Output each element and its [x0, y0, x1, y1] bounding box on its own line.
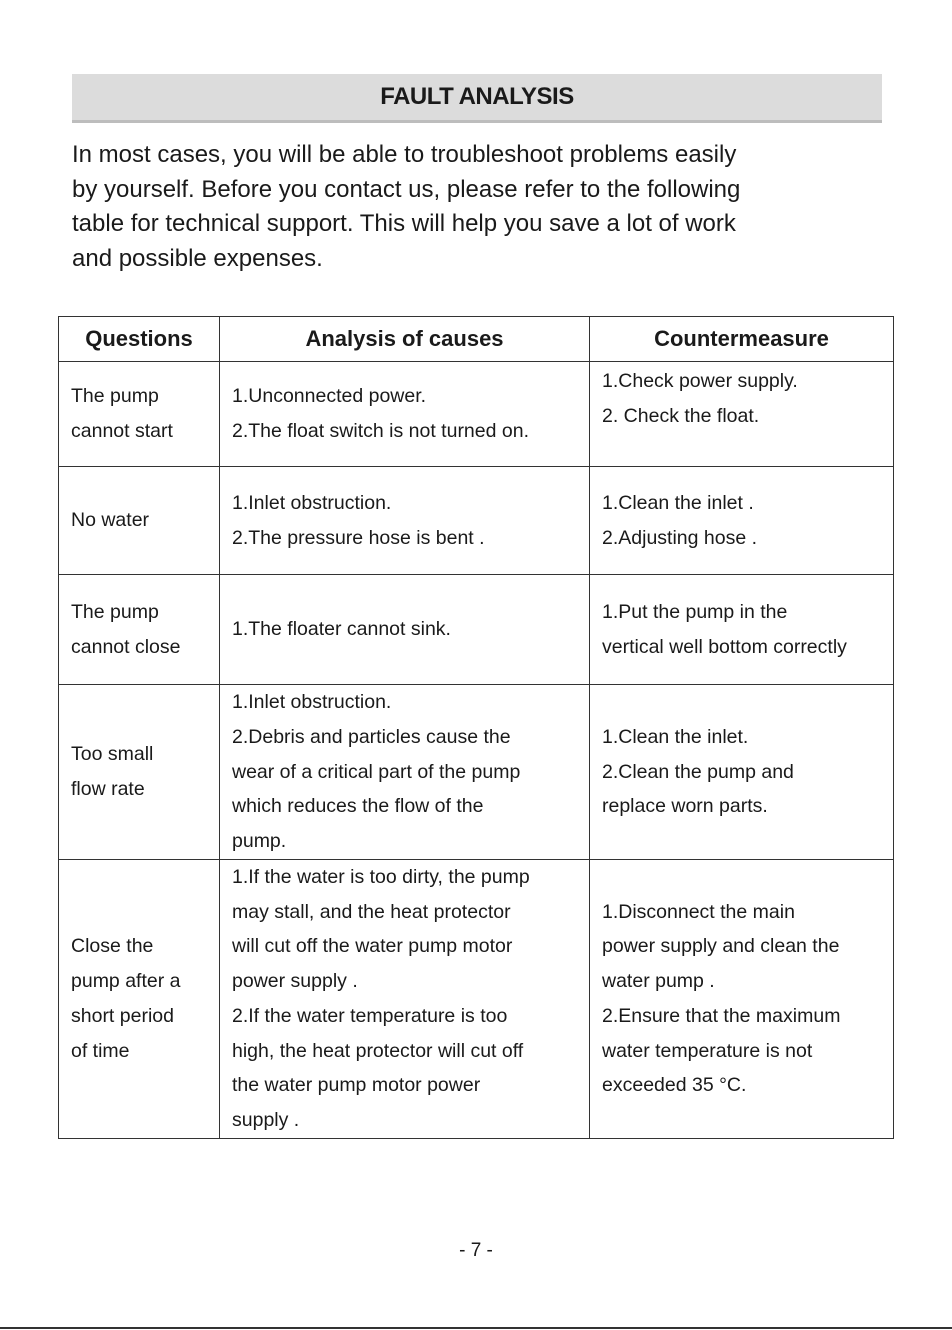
- cell-line: 1.Inlet obstruction.: [232, 691, 392, 714]
- cell-line: water temperature is not: [602, 1039, 813, 1062]
- fault-analysis-table: [58, 316, 894, 1139]
- table-row: [59, 685, 894, 860]
- cell-line: 2.The pressure hose is bent .: [232, 526, 485, 549]
- cell-line: which reduces the flow of the: [232, 795, 484, 818]
- intro-line: by yourself. Before you contact us, please refer to the following: [72, 175, 741, 203]
- cell-line: 1.Clean the inlet .: [602, 491, 754, 514]
- cell-line: supply .: [232, 1108, 300, 1131]
- cell-line: pump.: [232, 830, 287, 853]
- cause-cell: [220, 362, 590, 467]
- cell-line: 1.Check power supply.: [602, 370, 798, 392]
- cell-line: 2.Ensure that the maximum: [602, 1004, 841, 1027]
- cell-line: cannot close: [71, 635, 181, 658]
- header-questions: Questions: [59, 317, 220, 362]
- question-cell: [59, 362, 220, 467]
- cell-line: Close the: [71, 935, 154, 958]
- cell-line: 1.Unconnected power.: [232, 385, 427, 408]
- cell-line: 2. Check the float.: [602, 404, 760, 427]
- cell-line: 2.Clean the pump and: [602, 760, 794, 783]
- cause-cell: [220, 685, 590, 860]
- intro-line: In most cases, you will be able to troubleshoot problems easily: [72, 141, 737, 168]
- cell-line: 2.The float switch is not turned on.: [232, 420, 529, 442]
- cell-line: high, the heat protector will cut off: [232, 1039, 524, 1062]
- countermeasure-cell: [590, 575, 894, 685]
- cell-line: 2.Debris and particles cause the: [232, 725, 511, 748]
- section-title-bar: [72, 74, 882, 123]
- countermeasure-cell: [590, 362, 894, 467]
- countermeasure-cell: [590, 467, 894, 575]
- section-title: FAULT ANALYSIS: [380, 83, 574, 110]
- bottom-divider: [0, 1327, 952, 1329]
- cell-line: flow rate: [71, 778, 145, 800]
- cell-line: The pump: [71, 385, 159, 408]
- cell-line: cannot start: [71, 420, 173, 442]
- cell-line: replace worn parts.: [602, 795, 768, 818]
- cell-line: water pump .: [602, 970, 715, 993]
- cell-line: short period: [71, 1004, 174, 1027]
- page-number: - 7 -: [459, 1240, 493, 1261]
- cell-line: power supply and clean the: [602, 935, 840, 958]
- cell-line: 1.Put the pump in the: [602, 600, 788, 623]
- cell-line: Too small: [71, 743, 154, 766]
- cause-cell: [220, 467, 590, 575]
- question-cell: [59, 467, 220, 575]
- intro-paragraph: [72, 138, 862, 276]
- question-cell: [59, 860, 220, 1139]
- cell-line: wear of a critical part of the pump: [232, 760, 521, 783]
- countermeasure-cell: [590, 685, 894, 860]
- cell-line: 2.If the water temperature is too: [232, 1004, 508, 1027]
- cause-cell: [220, 860, 590, 1139]
- cell-line: power supply .: [232, 970, 358, 993]
- table-row: [59, 860, 894, 1139]
- cell-line: 1.Disconnect the main: [602, 900, 795, 923]
- cell-line: 2.Adjusting hose .: [602, 526, 758, 549]
- cell-line: 1.The floater cannot sink.: [232, 618, 451, 641]
- header-analysis-of-causes: Analysis of causes: [220, 317, 590, 362]
- header-countermeasure: Countermeasure: [590, 317, 894, 362]
- cell-line: The pump: [71, 600, 159, 623]
- cell-line: the water pump motor power: [232, 1074, 481, 1097]
- cell-line: 1.Clean the inlet.: [602, 725, 749, 748]
- cell-line: vertical well bottom correctly: [602, 635, 847, 658]
- cell-line: 1.If the water is too dirty, the pump: [232, 866, 530, 888]
- intro-line: and possible expenses.: [72, 244, 323, 272]
- cell-line: 1.Inlet obstruction.: [232, 491, 392, 514]
- cell-line: will cut off the water pump motor: [232, 935, 513, 958]
- cell-line: pump after a: [71, 970, 181, 993]
- table-row: [59, 575, 894, 685]
- question-cell: [59, 575, 220, 685]
- cell-line: exceeded 35 °C.: [602, 1074, 747, 1097]
- table-header-row: [59, 317, 894, 362]
- cell-line: No water: [71, 509, 150, 532]
- question-cell: [59, 685, 220, 860]
- table-row: [59, 362, 894, 467]
- countermeasure-cell: [590, 860, 894, 1139]
- cell-line: of time: [71, 1039, 130, 1062]
- intro-line: table for technical support. This will help you save a lot of work: [72, 210, 736, 237]
- table-row: [59, 467, 894, 575]
- cause-cell: [220, 575, 590, 685]
- cell-line: may stall, and the heat protector: [232, 900, 511, 923]
